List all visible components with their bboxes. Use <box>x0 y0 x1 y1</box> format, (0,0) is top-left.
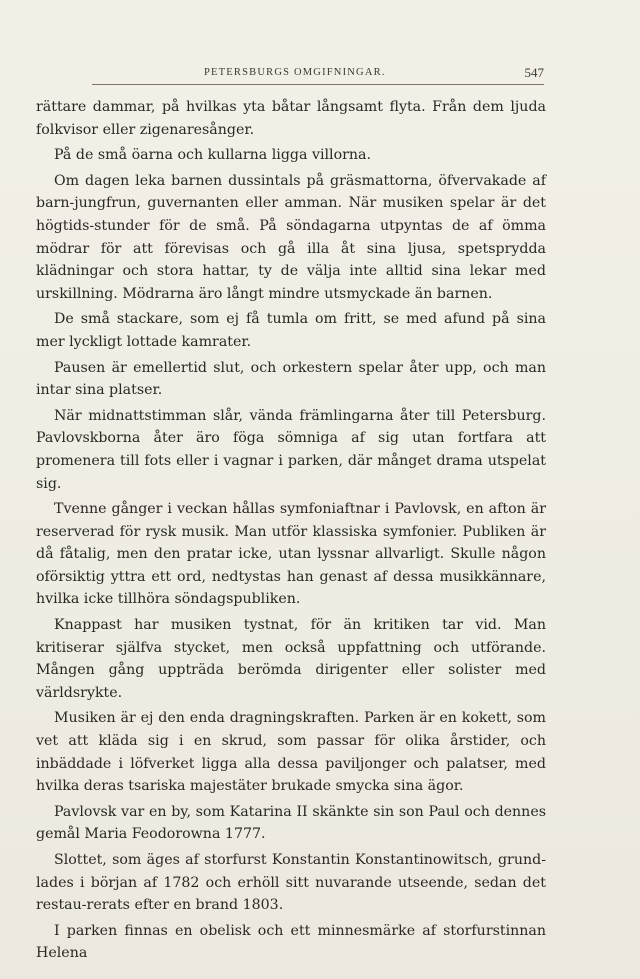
paragraph: Om dagen leka barnen dussintals på gräsmattorna, öfvervakade af barn-jungfrun, guvernanten eller amman. När musiken spelar är det högtids-stunder för de små. På söndagarna utpyntas de af ömma mödrar för att förevisas och gå illa åt sina ljusa, spetsprydda klädningar och stora hattar, ty de välja inte alltid sina lekar med urskillning. Mödrarna äro långt mindre utsmyckade än barnen. <box>36 172 546 302</box>
paragraph: Tvenne gånger i veckan hållas symfoniaftnar i Pavlovsk, en afton är reserverad för rysk musik. Man utför klassiska symfonier. Publiken är då fåtalig, men den pratar icke, utan lyssnar allvarligt. Skulle någon oförsiktig yttra ett ord, nedtystas han genast af dessa musikkännare, hvilka icke tillhöra söndagspubliken. <box>36 501 546 608</box>
paragraph: När midnattstimman slår, vända främlingarna åter till Petersburg. Pavlovskborna åter äro föga sömniga af sig utan fortfara att promenera till fots eller i vagnar i parken, där månget drama utspelat sig. <box>36 407 546 492</box>
running-head: PETERSBURGS OMGIFNINGAR. <box>204 67 386 78</box>
paragraph: I parken finnas en obelisk och ett minnesmärke af storfurstinnan Helena <box>36 922 546 962</box>
paragraph: På de små öarna och kullarna ligga villorna. <box>54 147 372 164</box>
page-number: 547 <box>524 65 544 80</box>
paragraph: Pavlovsk var en by, som Katarina II skänkte sin son Paul och dennes gemål Maria Feodorowna 1777. <box>36 803 546 843</box>
page-header <box>92 66 544 86</box>
paragraph: De små stackare, som ej få tumla om fritt, se med afund på sina mer lyckligt lottade kamrater. <box>36 311 546 350</box>
paragraph: Pausen är emellertid slut, och orkestern spelar åter upp, och man intar sina platser. <box>36 359 546 399</box>
body-text <box>36 96 546 968</box>
paragraph: Musiken är ej den enda dragningskraften. Parken är en kokett, som vet att kläda sig i en skrud, som passar för olika årstider, och inbäddade i löfverket ligga alla dessa paviljonger och palatser, med hvilka deras tsariska majestäter brukade smycka sina ägor. <box>36 710 546 795</box>
paragraph: rättare dammar, på hvilkas yta båtar långsamt flyta. Från dem ljuda folkvisor eller zigenaresånger. <box>36 99 546 138</box>
paragraph: Slottet, som äges af storfurst Konstantin Konstantinowitsch, grund-lades i början af 1782 och erhöll sitt nuvarande utseende, sedan det restau-rerats efter en brand 1803. <box>36 852 546 914</box>
paragraph: Knappast har musiken tystnat, för än kritiken tar vid. Man kritiserar själfva stycket, men också uppfattning och utförande. Mången gång uppträda berömda dirigenter eller solister med världsrykte. <box>36 617 546 701</box>
header-rule <box>92 84 544 85</box>
